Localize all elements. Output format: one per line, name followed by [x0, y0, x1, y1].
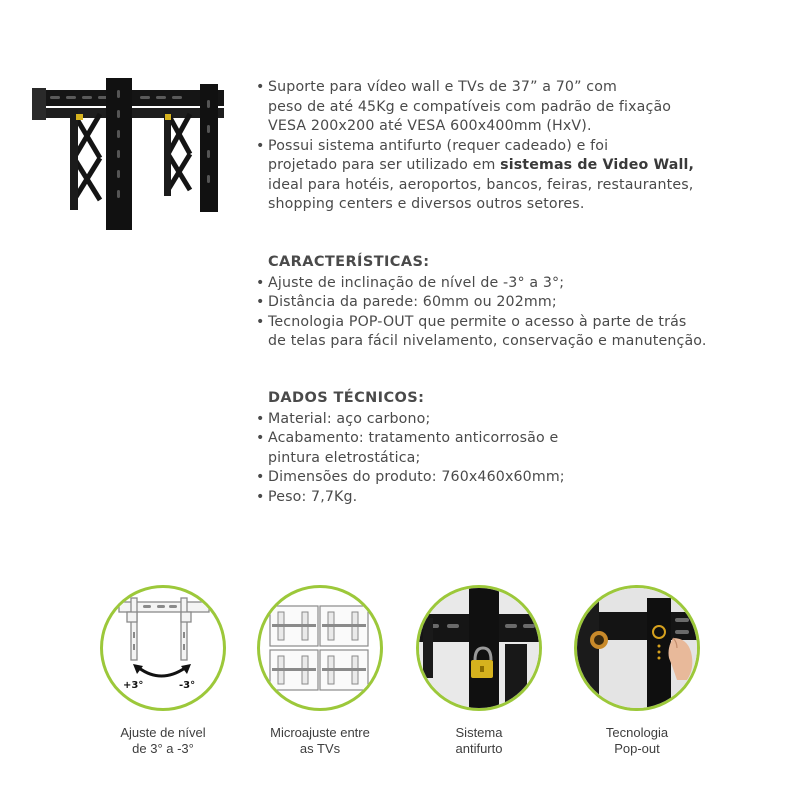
dados-tecnicos-section: [256, 389, 776, 507]
list-item-continuation: pintura eletrostática;: [268, 449, 421, 466]
section-heading: DADOS TÉCNICOS:: [268, 390, 425, 406]
tilt-adjust-icon: [100, 585, 226, 711]
intro-text: projetado para ser utilizado em: [268, 157, 501, 173]
bullet-char: •: [256, 313, 265, 330]
intro-line: shopping centers e diversos outros setores.: [268, 196, 585, 212]
list-item-text: Acabamento: tratamento anticorrosão e: [268, 430, 559, 446]
list-item-text: Material: aço carbono;: [268, 410, 431, 427]
bullet-char: •: [256, 430, 265, 446]
bullet-item: [256, 78, 776, 137]
caption-line: as TVs: [299, 741, 341, 756]
intro-line: VESA 200x200 até VESA 600x400mm (HxV).: [268, 118, 592, 134]
list-item-text: Distância da parede: 60mm ou 202mm;: [268, 294, 557, 310]
bullet-item: [256, 137, 776, 215]
list-item: [256, 313, 776, 352]
feature-caption: [413, 725, 545, 757]
list-item-text: Peso: 7,7Kg.: [268, 488, 358, 505]
caption-line: Tecnologia: [605, 725, 669, 740]
list-item: [256, 429, 776, 468]
list-item: [256, 410, 776, 430]
intro-line: Suporte para vídeo wall e TVs de 37” a 70” com: [268, 79, 617, 95]
pop-out-icon: [574, 585, 700, 711]
padlock-icon: [416, 585, 542, 711]
feature-caption: [571, 725, 703, 757]
intro-line: ideal para hotéis, aeroportos, bancos, feiras, restaurantes,: [268, 176, 694, 193]
bullet-char: •: [256, 469, 265, 485]
feature-caption: [97, 725, 229, 757]
caracteristicas-section: [256, 253, 776, 352]
intro-section: [256, 78, 776, 215]
caption-line: Microajuste entre: [270, 725, 370, 740]
list-item: [256, 274, 776, 294]
section-heading: CARACTERÍSTICAS:: [268, 254, 430, 270]
caption-line: de 3° a -3°: [132, 741, 194, 756]
intro-line: Possui sistema antifurto (requer cadeado) e foi: [268, 137, 609, 154]
bullet-char: •: [256, 488, 265, 505]
feature-antitheft: [413, 585, 545, 757]
list-item-text: Tecnologia POP-OUT que permite o acesso à parte de trás: [268, 313, 687, 330]
caption-line: Sistema: [455, 725, 503, 740]
microadjust-icon: [257, 585, 383, 711]
caption-line: Ajuste de nível: [120, 725, 206, 740]
bullet-char: •: [256, 410, 265, 427]
feature-microadjust: [254, 585, 386, 757]
list-item: [256, 468, 776, 488]
bullet-char: •: [256, 274, 265, 291]
intro-line: peso de até 45Kg e compatíveis com padrão de fixação: [268, 98, 672, 115]
list-item: [256, 293, 776, 313]
list-item-text: Ajuste de inclinação de nível de -3° a 3°;: [268, 274, 565, 291]
caption-line: antifurto: [455, 741, 503, 756]
caption-line: Pop-out: [614, 741, 660, 756]
video-wall-highlight: sistemas de Video Wall,: [500, 157, 695, 173]
tilt-minus-label: -3°: [179, 680, 196, 691]
product-image: [30, 70, 230, 240]
tilt-plus-label: +3°: [123, 680, 144, 691]
intro-line-mixed: [268, 156, 694, 176]
list-item-text: Dimensões do produto: 760x460x60mm;: [268, 469, 565, 485]
list-item: [256, 488, 776, 508]
feature-caption: [254, 725, 386, 757]
list-item-continuation: de telas para fácil nivelamento, conservação e manutenção.: [268, 333, 707, 349]
bullet-char: •: [256, 137, 265, 154]
feature-tilt: [97, 585, 229, 757]
feature-popout: [571, 585, 703, 757]
bullet-char: •: [256, 79, 265, 95]
bullet-char: •: [256, 294, 265, 310]
